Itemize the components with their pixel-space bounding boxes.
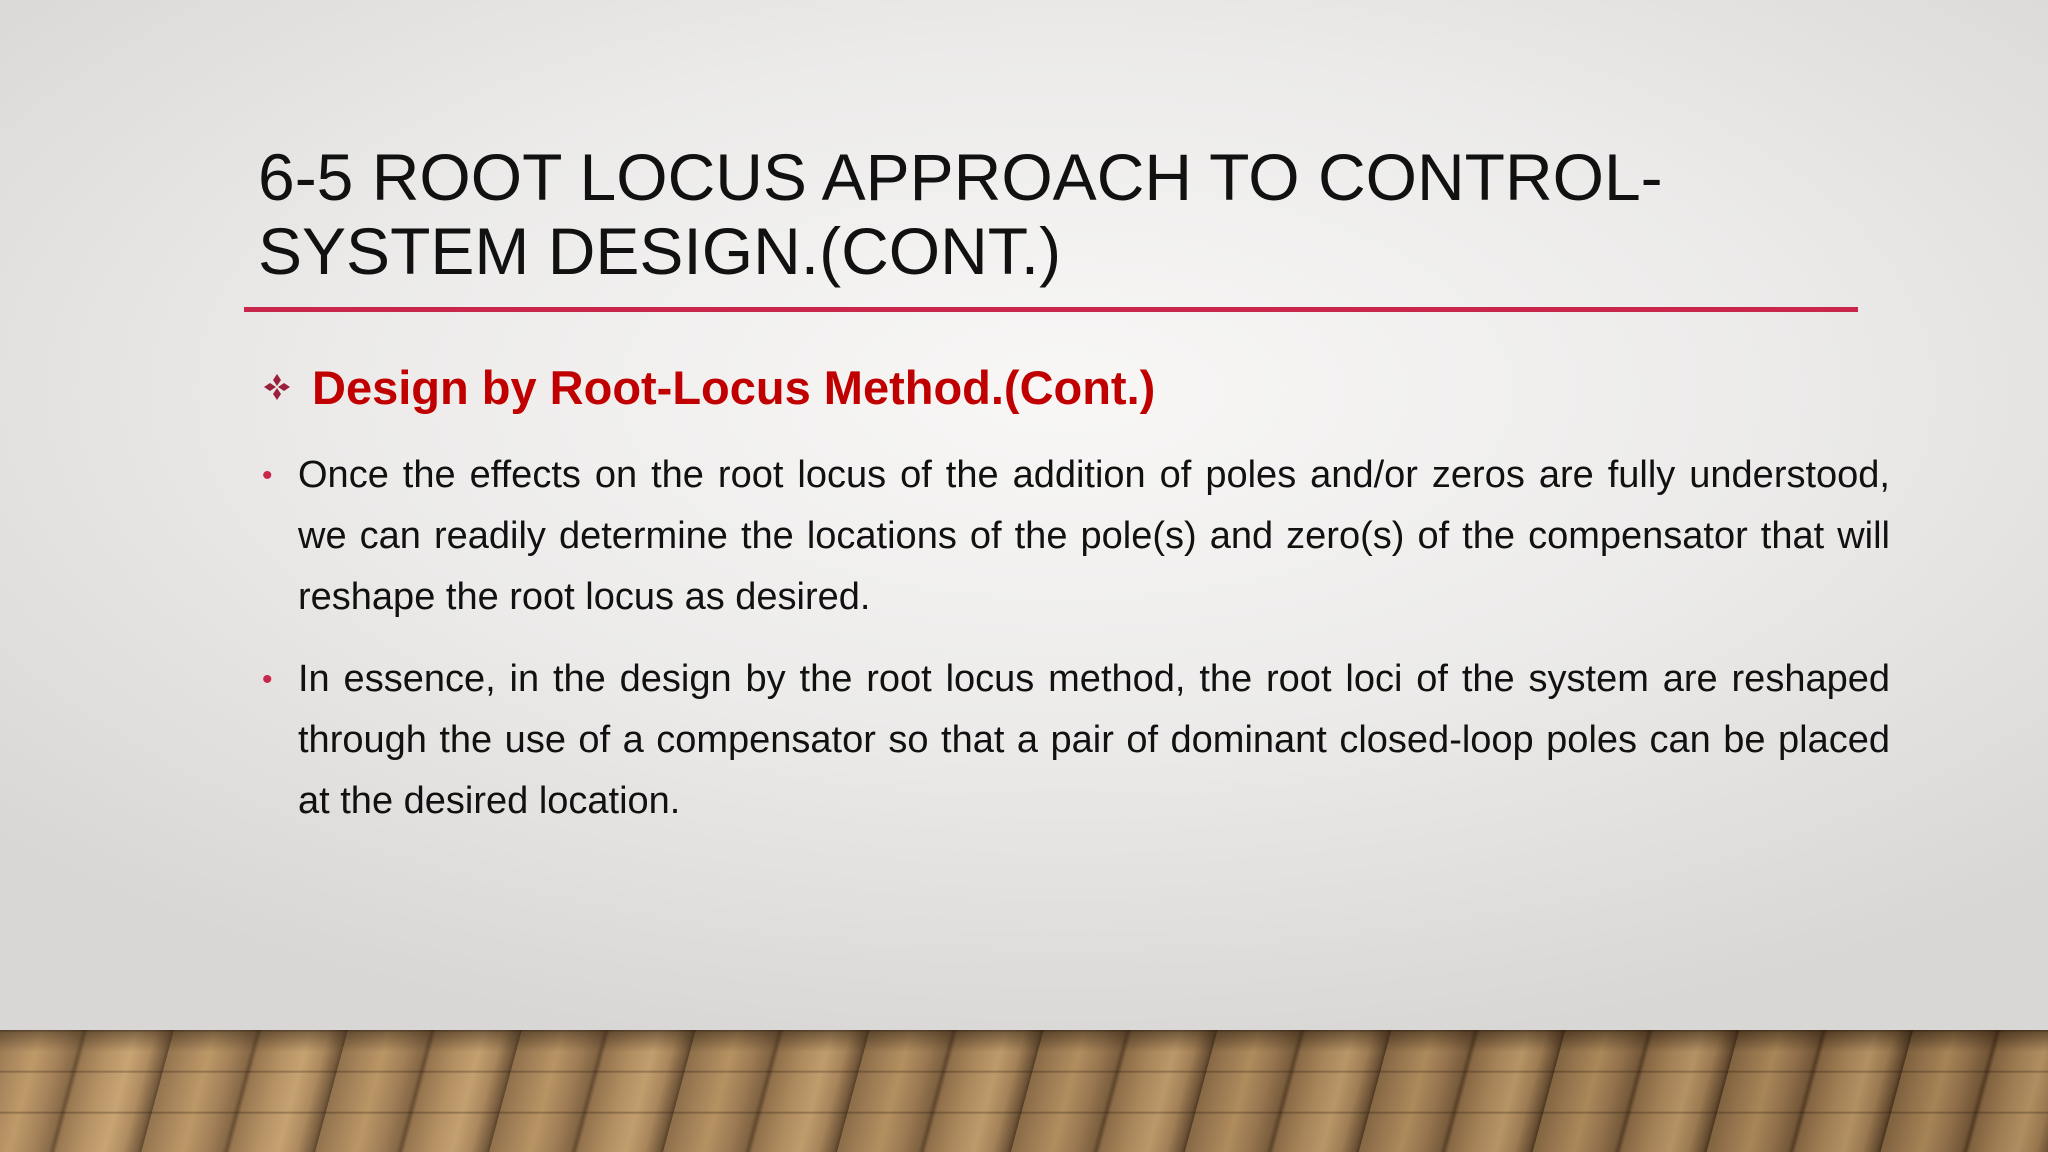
- bullet-list: [262, 445, 1890, 853]
- bullet-item: [262, 445, 1890, 628]
- diamond-bullet-icon: [262, 372, 292, 402]
- title-divider: [244, 307, 1858, 312]
- bullet-item: [262, 649, 1890, 832]
- slide-title: 6-5 ROOT LOCUS APPROACH TO CONTROL-SYSTEM DESIGN.(CONT.): [258, 140, 1663, 288]
- wood-floor-background: [0, 1030, 2048, 1152]
- bullet-dot-icon: •: [262, 663, 273, 696]
- section-subheading: [262, 358, 1155, 416]
- bullet-text: In essence, in the design by the root locus method, the root loci of the system are reshaped through the use of a compensator so that a pair of dominant closed-loop poles can be placed at the desired location.: [298, 658, 1890, 822]
- floor-plank-shading: [0, 1030, 2048, 1152]
- bullet-dot-icon: •: [262, 459, 273, 492]
- subheading-text: Design by Root-Locus Method.(Cont.): [312, 360, 1156, 414]
- bullet-text: Once the effects on the root locus of the addition of poles and/or zeros are fully understood, we can readily determine the locations of the pole(s) and zero(s) of the compensator that will reshape the root locus as desired.: [298, 454, 1890, 618]
